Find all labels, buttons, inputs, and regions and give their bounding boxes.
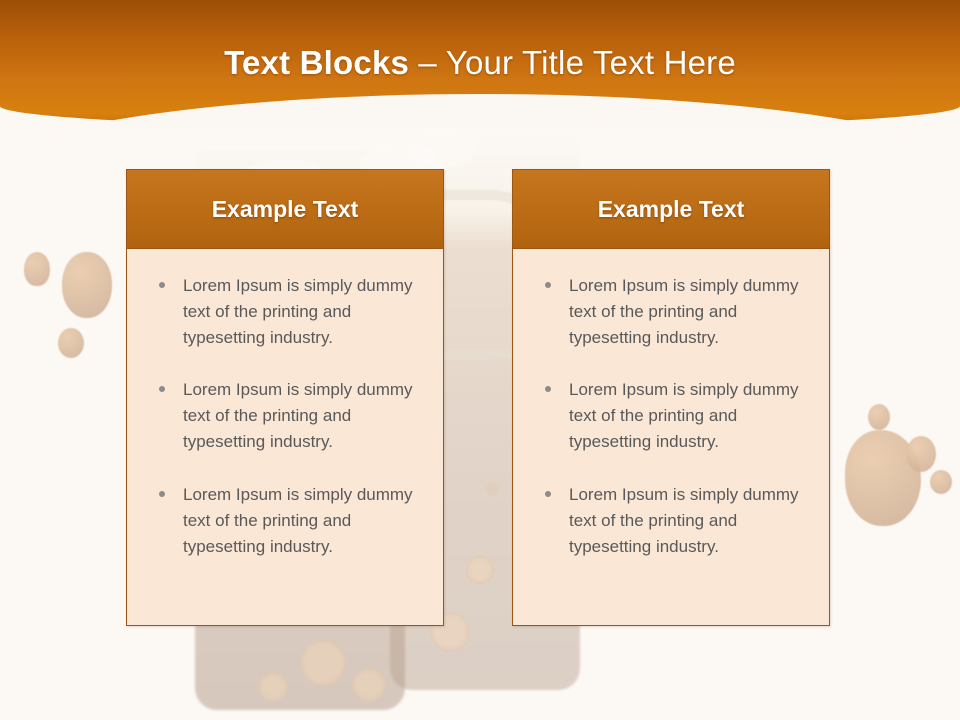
bullet-dot-icon xyxy=(159,491,165,497)
text-block-2-heading: Example Text xyxy=(597,195,745,222)
list-item-text: Lorem Ipsum is simply dummy text of the printing and typesetting industry. xyxy=(183,276,413,347)
text-block-2-bullet-list xyxy=(533,273,811,559)
bullet-dot-icon xyxy=(159,282,165,288)
list-item xyxy=(533,273,811,350)
bullet-dot-icon xyxy=(545,282,551,288)
list-item-text: Lorem Ipsum is simply dummy text of the printing and typesetting industry. xyxy=(569,484,799,556)
text-block-2[interactable] xyxy=(512,169,830,626)
bullet-dot-icon xyxy=(159,386,165,392)
bullet-dot-icon xyxy=(545,491,551,497)
list-item xyxy=(147,482,425,559)
text-block-2-body xyxy=(513,249,829,625)
text-block-1-bullet-list xyxy=(147,273,425,559)
bullet-dot-icon xyxy=(545,386,551,392)
list-item-text: Lorem Ipsum is simply dummy text of the printing and typesetting industry. xyxy=(183,380,413,452)
list-item-text: Lorem Ipsum is simply dummy text of the printing and typesetting industry. xyxy=(569,380,799,452)
page-title-separator: – xyxy=(409,44,446,81)
text-block-1-heading: Example Text xyxy=(211,195,359,222)
text-block-1-header xyxy=(127,170,443,249)
list-item xyxy=(147,273,425,350)
list-item-text: Lorem Ipsum is simply dummy text of the printing and typesetting industry. xyxy=(183,484,413,556)
list-item xyxy=(147,377,425,454)
text-block-1-body xyxy=(127,249,443,625)
list-item xyxy=(533,377,811,454)
list-item-text: Lorem Ipsum is simply dummy text of the printing and typesetting industry. xyxy=(569,276,799,347)
text-block-2-header xyxy=(513,170,829,249)
list-item xyxy=(533,482,811,559)
page-title-strong: Text Blocks xyxy=(224,44,410,81)
page-title-light: Your Title Text Here xyxy=(445,44,736,81)
text-block-1[interactable] xyxy=(126,169,444,626)
